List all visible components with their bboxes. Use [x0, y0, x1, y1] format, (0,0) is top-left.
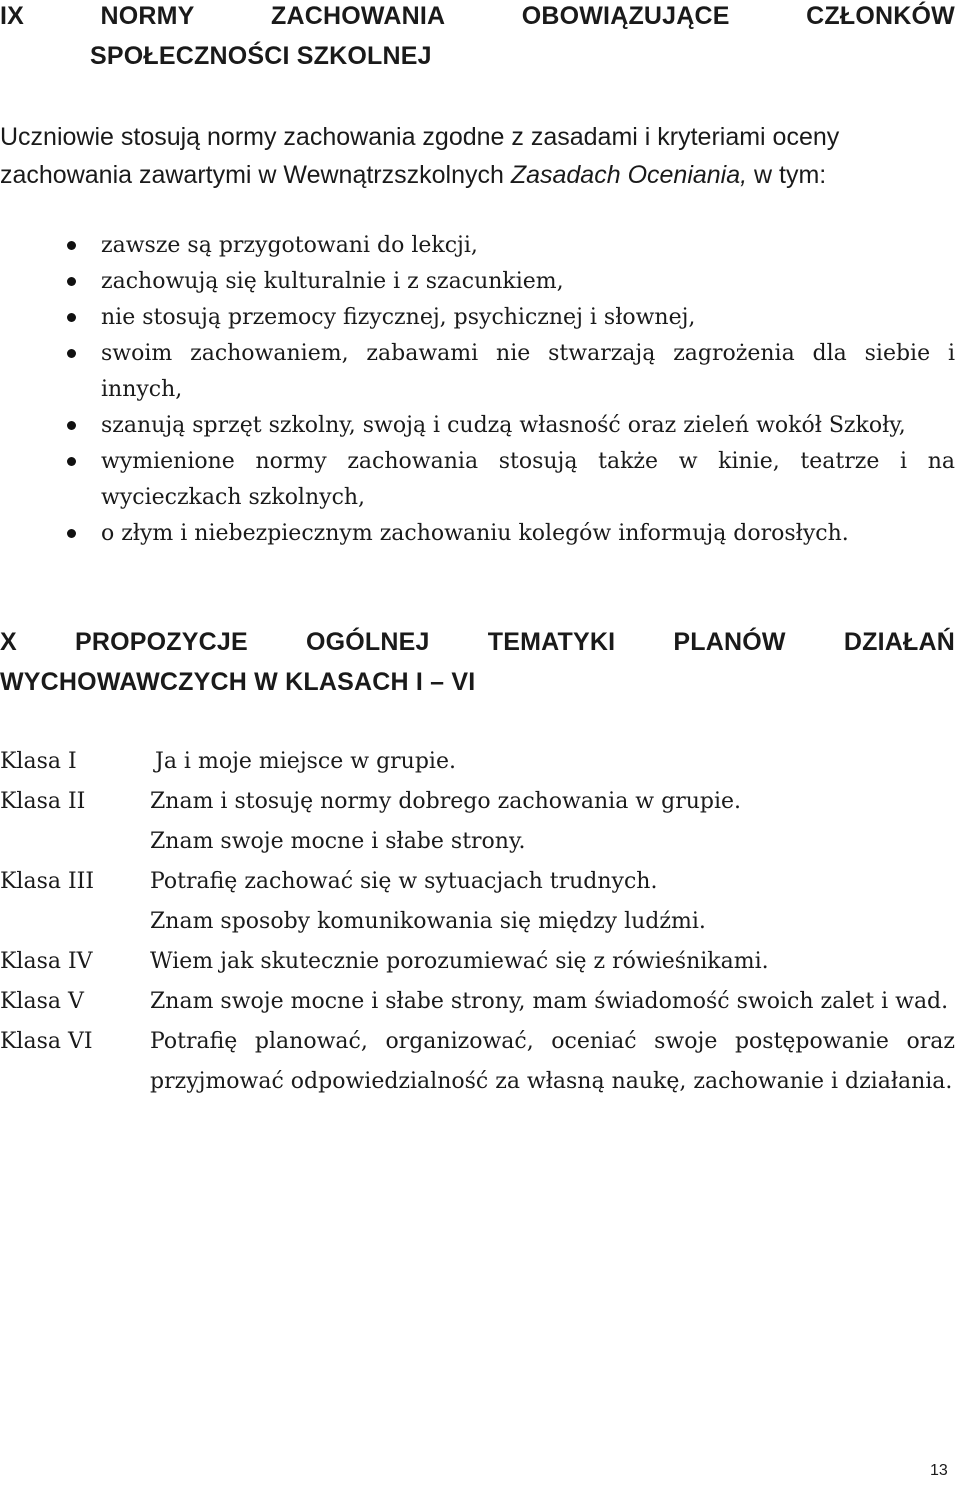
class-label: Klasa III [0, 869, 95, 894]
section-9-number: IX [0, 2, 25, 30]
class-label: Klasa VI [0, 1029, 93, 1054]
table-row [0, 942, 960, 982]
bullet-icon [67, 457, 76, 466]
bullet-icon [67, 529, 76, 538]
class-topic: Znam i stosuję normy dobrego zachowania w grupie. [150, 789, 742, 814]
class-label: Klasa V [0, 989, 84, 1014]
norms-list [0, 228, 955, 552]
intro-paragraph [0, 118, 955, 194]
heading-word: TEMATYKI [487, 628, 616, 656]
section-9-heading [0, 0, 955, 76]
intro-italic: Zasadach Oceniania, [510, 161, 748, 189]
table-row [0, 822, 960, 862]
table-row [0, 902, 960, 942]
list-item: zawsze są przygotowani do lekcji, [0, 228, 955, 264]
class-topic: Potrafię planować, organizować, oceniać swoje postępowanie oraz przyjmować odpowiedzialność za własną naukę, zachowanie i działania. [150, 1029, 955, 1094]
heading-line-2: SPOŁECZNOŚCI SZKOLNEJ [90, 42, 432, 70]
bullet-icon [67, 313, 76, 322]
class-label: Klasa II [0, 789, 86, 814]
list-item: szanują sprzęt szkolny, swoją i cudzą własność oraz zieleń wokół Szkoły, [0, 408, 955, 444]
bullet-icon [67, 421, 76, 430]
class-topic: Znam swoje mocne i słabe strony, mam świadomość swoich zalet i wad. [150, 989, 949, 1014]
table-row [0, 982, 960, 1022]
table-row [0, 742, 960, 782]
class-topic: Potrafię zachować się w sytuacjach trudnych. [150, 869, 658, 894]
intro-line-2: zachowania zawartymi w Wewnątrzszkolnych Zasadach Oceniania, w tym: [0, 161, 827, 189]
heading-line-2: WYCHOWAWCZYCH W KLASACH I – VI [0, 668, 476, 696]
class-topic: Ja i moje miejsce w grupie. [155, 749, 456, 774]
list-item: wymienione normy zachowania stosują także w kinie, teatrze i na wycieczkach szkolnych, [0, 444, 955, 516]
class-topics-table [0, 742, 960, 1102]
heading-word: OBOWIĄZUJĄCE [521, 2, 730, 30]
heading-word: CZŁONKÓW [806, 2, 955, 30]
class-topic: Znam sposoby komunikowania się między ludźmi. [150, 909, 706, 934]
table-row [0, 862, 960, 902]
table-row [0, 782, 960, 822]
class-label: Klasa I [0, 749, 77, 774]
section-10-heading [0, 622, 955, 702]
page-number: 13 [930, 1462, 948, 1479]
list-item: swoim zachowaniem, zabawami nie stwarzają zagrożenia dla siebie i innych, [0, 336, 955, 408]
heading-word: DZIAŁAŃ [843, 628, 955, 656]
class-label [0, 822, 150, 862]
list-item: nie stosują przemocy fizycznej, psychicznej i słownej, [0, 300, 955, 336]
bullet-icon [67, 277, 76, 286]
heading-word: NORMY [100, 2, 195, 30]
list-item: zachowują się kulturalnie i z szacunkiem, [0, 264, 955, 300]
heading-word: ZACHOWANIA [271, 2, 446, 30]
heading-word: OGÓLNEJ [306, 628, 430, 656]
heading-word: PLANÓW [673, 628, 786, 656]
class-label [0, 902, 150, 942]
class-topic: Wiem jak skutecznie porozumiewać się z rówieśnikami. [150, 949, 769, 974]
list-item: o złym i niebezpiecznym zachowaniu kolegów informują dorosłych. [0, 516, 955, 552]
intro-line-1: Uczniowie stosują normy zachowania zgodne z zasadami i kryteriami oceny [0, 123, 840, 151]
section-10-number: X [0, 628, 17, 656]
heading-word: PROPOZYCJE [75, 628, 248, 656]
table-row [0, 1022, 960, 1102]
bullet-icon [67, 349, 76, 358]
bullet-icon [67, 241, 76, 250]
class-label: Klasa IV [0, 949, 93, 974]
class-topic: Znam swoje mocne i słabe strony. [150, 829, 526, 854]
